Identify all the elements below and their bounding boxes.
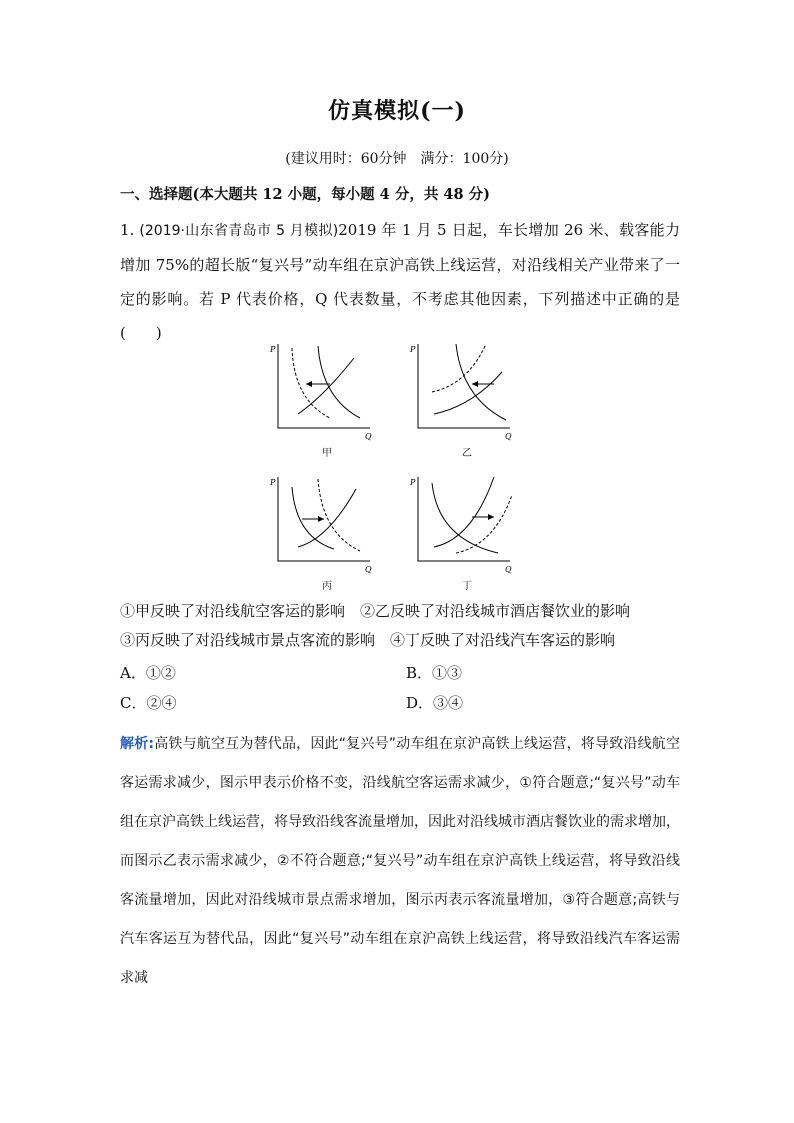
- x-axis-label: Q: [365, 565, 372, 574]
- figure-caption: 乙: [462, 448, 472, 459]
- figure-caption: 丙: [322, 581, 332, 592]
- arrow-head: [472, 381, 478, 387]
- page-subtitle: (建议用时：60分钟 满分：100分): [285, 151, 509, 167]
- statement-3-4: ③丙反映了对沿线城市景点客流的影响 ④丁反映了对沿线汽车客运的影响: [120, 631, 616, 649]
- supply-curve: [298, 358, 354, 414]
- demand-curve: [456, 344, 506, 420]
- shifted-supply-curve: [456, 495, 512, 553]
- option-c: C．②④: [120, 694, 177, 712]
- axes: [418, 344, 510, 428]
- section-heading: 一、选择题(本大题共 12 小题，每小题 4 分，共 48 分): [120, 186, 490, 203]
- statement-list: [120, 597, 690, 655]
- figure-caption: 甲: [322, 448, 332, 459]
- figure-ding: [402, 469, 532, 594]
- page-title: 仿真模拟(一): [328, 98, 466, 124]
- question-text: [120, 213, 680, 350]
- statement-1-2: ①甲反映了对沿线航空客运的影响 ②乙反映了对沿线城市酒店餐饮业的影响: [120, 602, 631, 620]
- question-number: 1.: [120, 221, 135, 239]
- y-axis-label: P: [410, 478, 416, 487]
- figure-caption: 丁: [462, 581, 472, 592]
- x-axis-label: Q: [505, 432, 512, 441]
- y-axis-label: P: [270, 478, 276, 487]
- analysis-body: 高铁与航空互为替代品，因此“复兴号”动车组在京沪高铁上线运营，将导致沿线航空客运需求减少，图示甲表示价格不变，沿线航空客运需求减少，①符合题意;“复兴号”动车组在京沪高铁上线运营，将导致沿线客流量增加，因此对沿线城市酒店餐饮业的需求增加，而图示乙表示需求减少，②不符合题意;“复兴号”动车组在京沪高铁上线运营，将导致沿线客流量增加，因此对沿线城市景点需求增加，图示丙表示客流量增加，③符合题意;高铁与汽车客运互为替代品，因此“复兴号”动车组在京沪高铁上线运营，将导致沿线汽车客运需求减: [120, 736, 680, 986]
- x-axis-label: Q: [365, 432, 372, 441]
- supply-curve: [434, 477, 494, 547]
- supply-curve: [434, 372, 502, 414]
- figure-jia-graph: [262, 336, 392, 446]
- figure-bing: [262, 469, 392, 594]
- arrow-head: [306, 381, 312, 387]
- option-d: D．③④: [406, 694, 464, 712]
- figure-yi: [402, 336, 532, 461]
- question-stem: 2019 年 1 月 5 日起，车长增加 26 米、载客能力增加 75%的超长版“复兴号”动车组在京沪高铁上线运营，对沿线相关产业带来了一定的影响。若 P 代表价格，Q 代表数量，不考虑其他因素，下列描述中正确的是( ): [120, 221, 680, 342]
- y-axis-label: P: [410, 345, 416, 354]
- arrow-head: [488, 514, 494, 520]
- figure-bing-graph: [262, 469, 392, 579]
- y-axis-label: P: [270, 345, 276, 354]
- figure-jia: [262, 336, 392, 461]
- axes: [418, 477, 510, 561]
- analysis-text: [120, 725, 680, 998]
- option-b: B．①③: [406, 664, 463, 682]
- figure-ding-graph: [402, 469, 532, 579]
- question-source: (2019·山东省青岛市 5 月模拟): [139, 223, 339, 239]
- arrow-head: [318, 516, 324, 522]
- demand-curve: [318, 346, 360, 418]
- option-a: A．①②: [120, 664, 176, 682]
- x-axis-label: Q: [505, 565, 512, 574]
- figure-yi-graph: [402, 336, 532, 446]
- figure-grid: [262, 336, 532, 596]
- analysis-label: 解析:: [120, 736, 154, 752]
